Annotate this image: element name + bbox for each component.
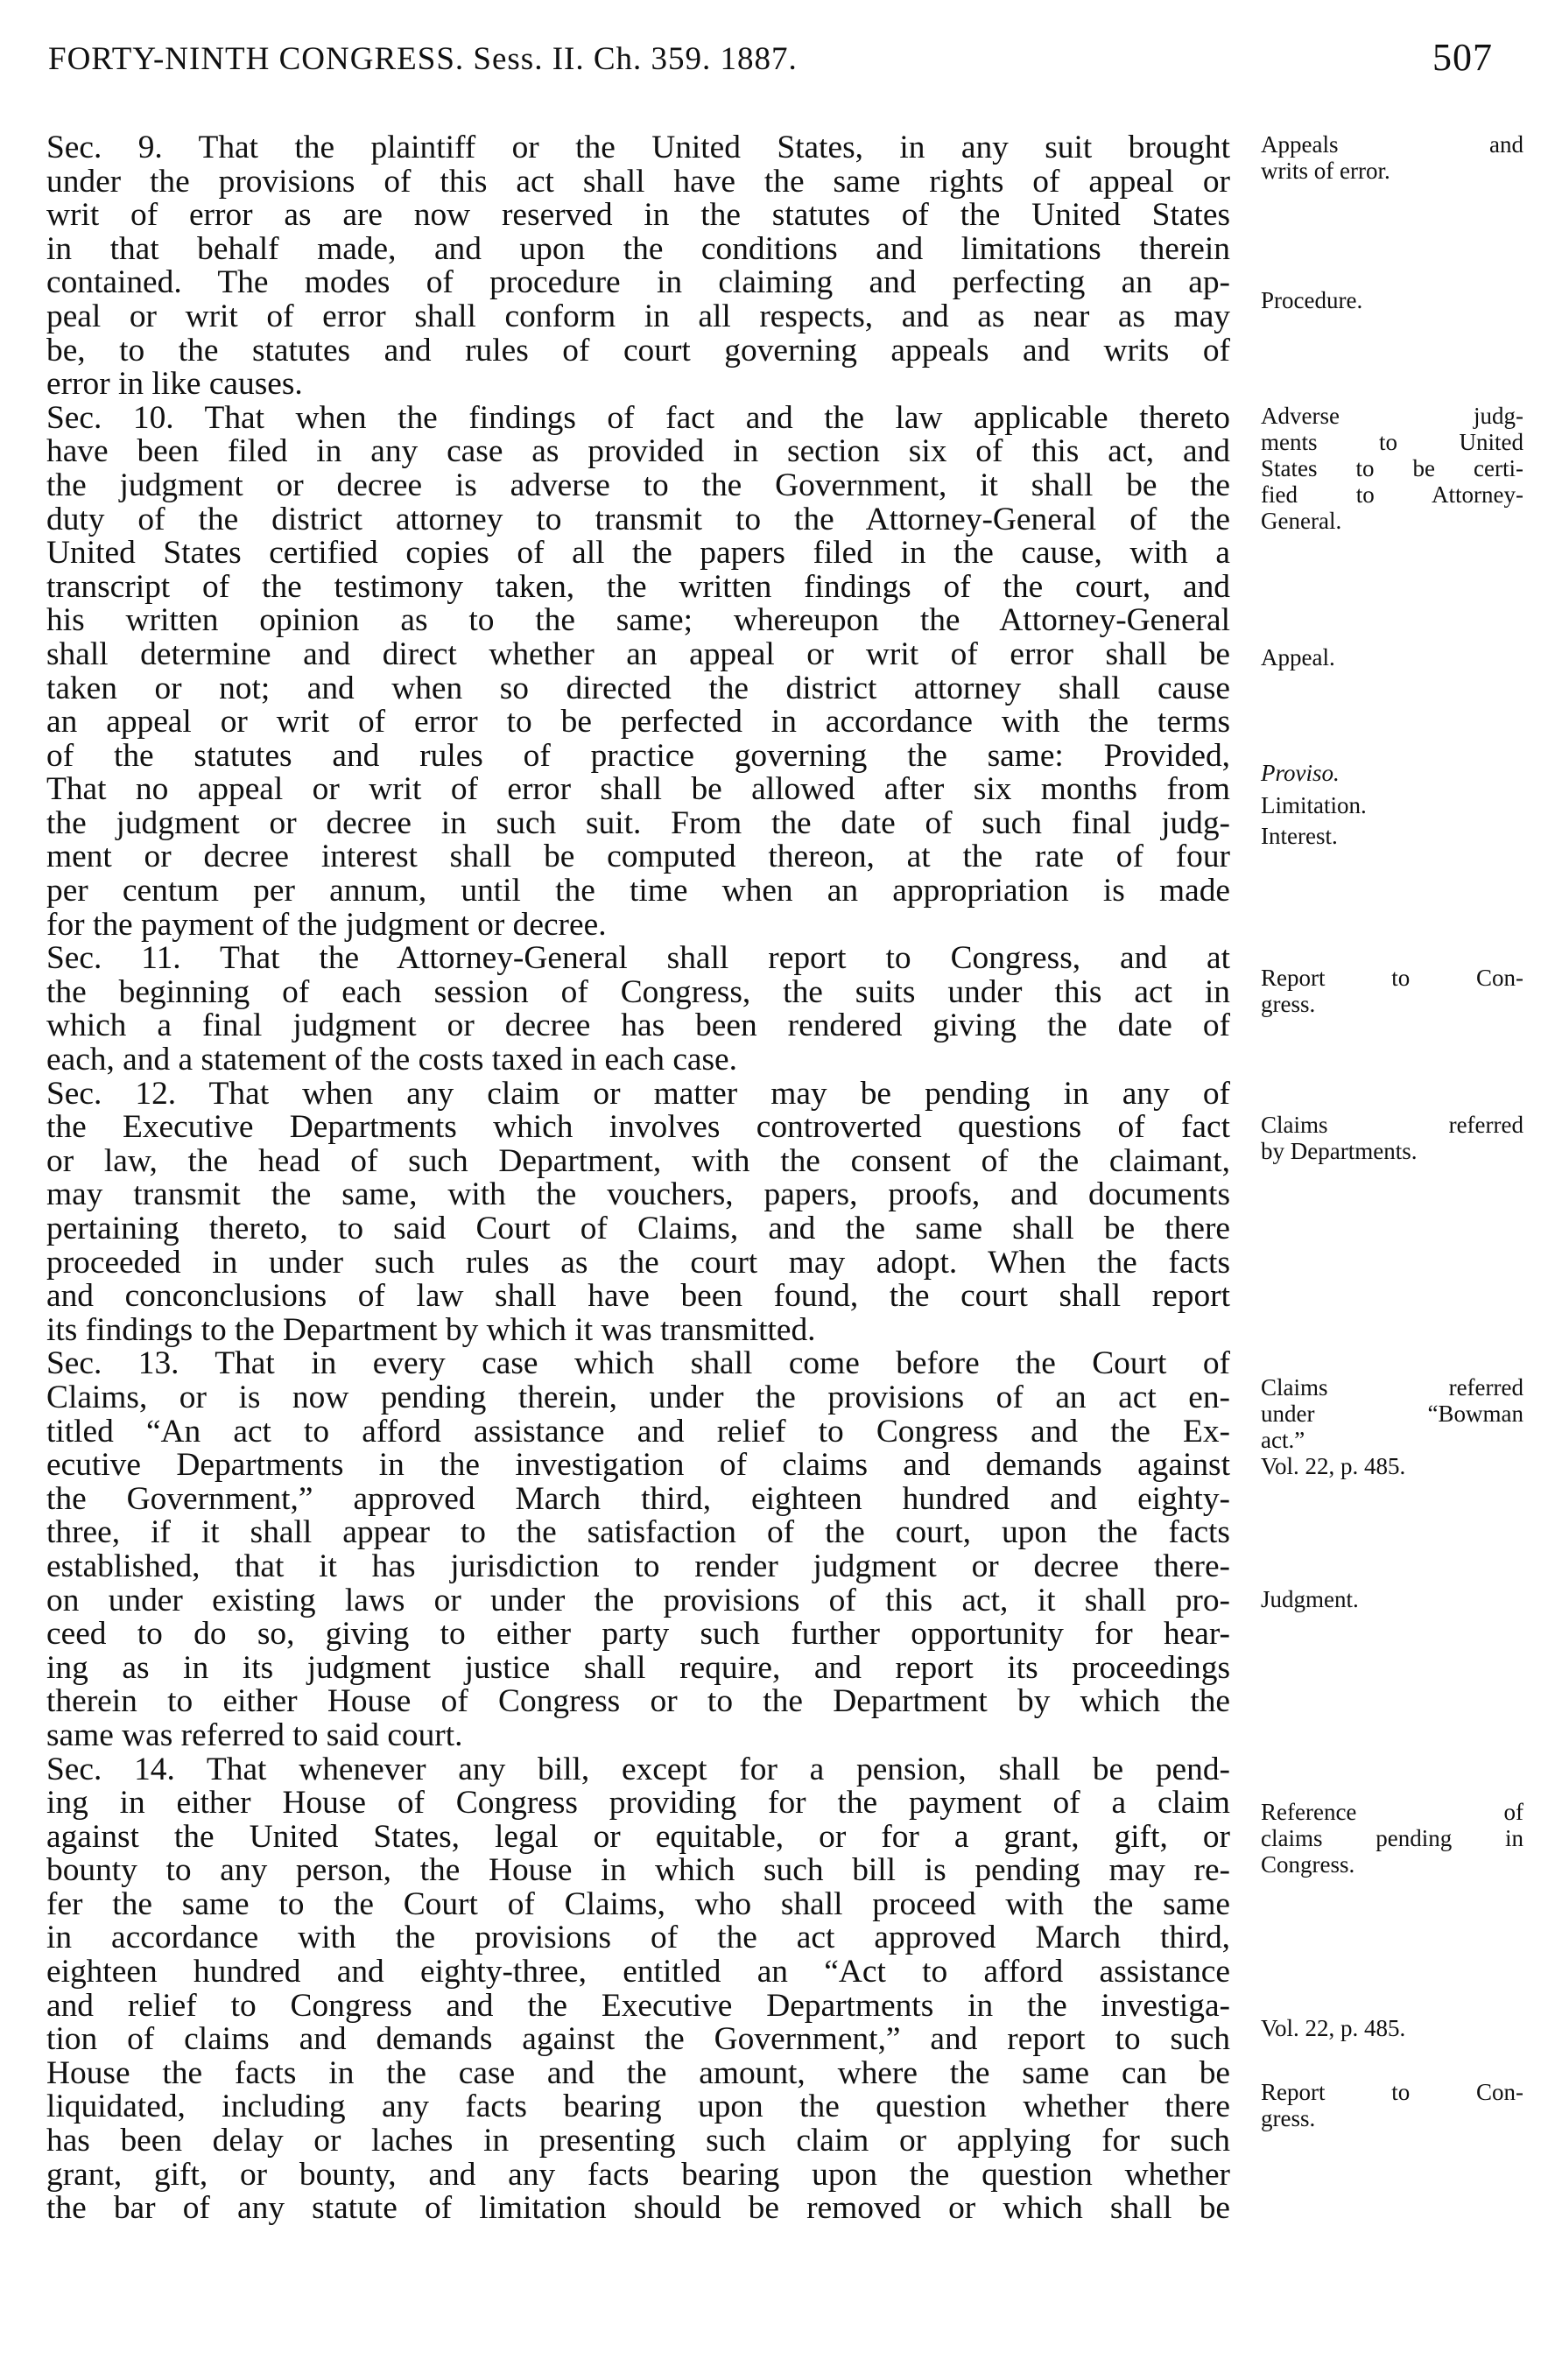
text-line: his written opinion as to the same; whereupon the Attorney-General: [46, 602, 1230, 639]
text-line: has been delay or laches in presenting such claim or applying for such: [46, 2123, 1230, 2159]
text-line: liquidated, including any facts bearing upon the question whether there: [46, 2089, 1230, 2125]
statute-body: [46, 131, 1230, 2226]
text-line: Sec. 10. That when the findings of fact and the law applicable thereto: [46, 399, 1230, 436]
marginal-note-line: Report to Con-: [1261, 965, 1523, 991]
text-line: ment or decree interest shall be computed thereon, at the rate of four: [46, 839, 1230, 875]
text-line: may transmit the same, with the vouchers, papers, proofs, and documents: [46, 1176, 1230, 1213]
marginal-note-line: Adverse judg-: [1261, 403, 1523, 429]
marginal-note-line: General.: [1261, 508, 1342, 534]
marginal-note-line: fied to Attorney-: [1261, 481, 1523, 508]
marginal-note-line: States to be certi-: [1261, 455, 1523, 481]
text-line: same was referred to said court.: [46, 1717, 463, 1753]
marginal-note-line: gress.: [1261, 991, 1316, 1017]
marginal-note: [1261, 965, 1523, 1017]
marginal-note-line: Report to Con-: [1261, 2079, 1523, 2105]
text-line: peal or writ of error shall conform in all respects, and as near as may: [46, 298, 1230, 334]
text-line: contained. The modes of procedure in claiming and perfecting an ap-: [46, 264, 1230, 301]
marginal-note: [1261, 1586, 1523, 1612]
page-number: 507: [1432, 36, 1493, 79]
text-line: have been filed in any case as provided in section six of this act, and: [46, 433, 1230, 470]
text-line: bounty to any person, the House in which such bill is pending may re-: [46, 1852, 1230, 1889]
text-line: Sec. 12. That when any claim or matter may be pending in any of: [46, 1075, 1230, 1112]
text-line: Sec. 9. That the plaintiff or the United States, in any suit brought: [46, 130, 1230, 165]
text-line: an appeal or writ of error to be perfected in accordance with the terms: [46, 704, 1230, 741]
text-line: ecutive Departments in the investigation of claims and demands against: [46, 1447, 1230, 1484]
marginal-note: [1261, 760, 1523, 786]
marginal-note-line: claims pending in: [1261, 1825, 1523, 1851]
text-line: of the statutes and rules of practice governing the same: Provided,: [46, 737, 1230, 774]
marginal-note-line: Proviso.: [1261, 760, 1340, 786]
running-head: [48, 35, 1493, 88]
text-line: error in like causes.: [46, 366, 303, 403]
marginal-note-line: Appeal.: [1261, 644, 1335, 670]
marginal-note-line: gress.: [1261, 2105, 1316, 2131]
marginal-note-line: Claims referred: [1261, 1374, 1523, 1401]
marginal-note-line: Procedure.: [1261, 287, 1363, 313]
marginal-note-line: by Departments.: [1261, 1138, 1418, 1164]
marginal-note: [1261, 287, 1523, 313]
text-line: its findings to the Department by which it was transmitted.: [46, 1311, 816, 1348]
text-line: ing as in its judgment justice shall require, and report its proceedings: [46, 1649, 1230, 1686]
marginal-note-line: under “Bowman: [1261, 1401, 1523, 1427]
text-line: pertaining thereto, to said Court of Claims, and the same shall be there: [46, 1211, 1230, 1246]
running-title: FORTY-NINTH CONGRESS. Sess. II. Ch. 359. 1887.: [48, 41, 798, 77]
marginal-note: [1261, 1374, 1523, 1479]
marginal-note-line: Reference of: [1261, 1799, 1523, 1825]
text-line: the judgment or decree in such suit. From the date of such final judg-: [46, 804, 1230, 841]
text-line: or law, the head of such Department, with the consent of the claimant,: [46, 1142, 1230, 1179]
text-line: United States certified copies of all the papers filed in the cause, with a: [46, 535, 1230, 572]
text-line: each, and a statement of the costs taxed in each case.: [46, 1042, 738, 1078]
text-line: the Government,” approved March third, eighteen hundred and eighty-: [46, 1480, 1230, 1517]
marginal-note: [1261, 792, 1523, 818]
text-line: the beginning of each session of Congress, the suits under this act in: [46, 973, 1230, 1010]
marginal-note: [1261, 131, 1523, 184]
text-line: and conconclusions of law shall have been found, the court shall report: [46, 1278, 1230, 1315]
text-line: tion of claims and demands against the Government,” and report to such: [46, 2021, 1230, 2058]
text-line: and relief to Congress and the Executive Departments in the investiga-: [46, 1987, 1230, 2024]
text-line: the judgment or decree is adverse to the Government, it shall be the: [46, 467, 1230, 503]
text-line: grant, gift, or bounty, and any facts bearing upon the question whether: [46, 2156, 1230, 2193]
marginal-note: [1261, 823, 1523, 849]
marginal-note-line: Congress.: [1261, 1851, 1355, 1878]
marginal-note-line: Interest.: [1261, 823, 1338, 849]
marginal-note-line: writs of error.: [1261, 158, 1390, 184]
text-line: writ of error as are now reserved in the statutes of the United States: [46, 197, 1230, 234]
text-line: be, to the statutes and rules of court governing appeals and writs of: [46, 332, 1230, 369]
text-line: the bar of any statute of limitation should be removed or which shall be: [46, 2190, 1230, 2227]
text-line: duty of the district attorney to transmit to the Attorney-General of the: [46, 501, 1230, 537]
marginal-note-line: act.”: [1261, 1427, 1305, 1453]
text-line: against the United States, legal or equitable, or for a grant, gift, or: [46, 1818, 1230, 1855]
text-line: established, that it has jurisdiction to render judgment or decree there-: [46, 1548, 1230, 1584]
text-line: titled “An act to afford assistance and relief to Congress and the Ex-: [46, 1413, 1230, 1450]
text-line: transcript of the testimony taken, the written findings of the court, and: [46, 568, 1230, 605]
text-line: therein to either House of Congress or to the Department by which the: [46, 1683, 1230, 1720]
marginal-note: [1261, 644, 1523, 670]
text-line: on under existing laws or under the provisions of this act, it shall pro-: [46, 1582, 1230, 1618]
text-line: taken or not; and when so directed the district attorney shall cause: [46, 670, 1230, 706]
marginal-note: [1261, 1799, 1523, 1878]
marginal-note: [1261, 2079, 1523, 2131]
text-line: ing in either House of Congress providing for the payment of a claim: [46, 1785, 1230, 1822]
text-line: ceed to do so, giving to either party such further opportunity for hear-: [46, 1616, 1230, 1653]
marginal-note-line: Vol. 22, p. 485.: [1261, 2015, 1406, 2041]
text-line: in accordance with the provisions of the act approved March third,: [46, 1920, 1230, 1956]
marginal-note: [1261, 2015, 1523, 2041]
text-line: which a final judgment or decree has been rendered giving the date of: [46, 1007, 1230, 1044]
text-line: Sec. 11. That the Attorney-General shall report to Congress, and at: [46, 940, 1230, 977]
marginal-note-line: Claims referred: [1261, 1112, 1523, 1138]
text-line: eighteen hundred and eighty-three, entitled an “Act to afford assistance: [46, 1954, 1230, 1990]
text-line: That no appeal or writ of error shall be allowed after six months from: [46, 771, 1230, 808]
text-line: Sec. 14. That whenever any bill, except for a pension, shall be pend-: [46, 1751, 1230, 1787]
marginal-note-line: Judgment.: [1261, 1586, 1359, 1612]
text-line: under the provisions of this act shall have the same rights of appeal or: [46, 163, 1230, 200]
text-line: Sec. 13. That in every case which shall come before the Court of: [46, 1345, 1230, 1382]
text-line: for the payment of the judgment or decree.: [46, 906, 607, 943]
text-line: per centum per annum, until the time when an appropriation is made: [46, 873, 1230, 909]
text-line: Claims, or is now pending therein, under the provisions of an act en-: [46, 1379, 1230, 1415]
text-line: in that behalf made, and upon the conditions and limitations therein: [46, 230, 1230, 267]
marginal-note-line: Limitation.: [1261, 792, 1367, 818]
marginal-note-line: Appeals and: [1261, 131, 1523, 158]
marginal-note: [1261, 403, 1523, 534]
text-line: the Executive Departments which involves controverted questions of fact: [46, 1109, 1230, 1146]
text-line: proceeded in under such rules as the court may adopt. When the facts: [46, 1244, 1230, 1281]
text-line: shall determine and direct whether an appeal or writ of error shall be: [46, 635, 1230, 672]
text-line: fer the same to the Court of Claims, who shall proceed with the same: [46, 1885, 1230, 1922]
text-line: three, if it shall appear to the satisfaction of the court, upon the facts: [46, 1514, 1230, 1551]
text-line: House the facts in the case and the amount, where the same can be: [46, 2054, 1230, 2091]
marginal-note: [1261, 1112, 1523, 1164]
marginal-note-line: Vol. 22, p. 485.: [1261, 1453, 1406, 1479]
marginal-note-line: ments to United: [1261, 429, 1523, 455]
